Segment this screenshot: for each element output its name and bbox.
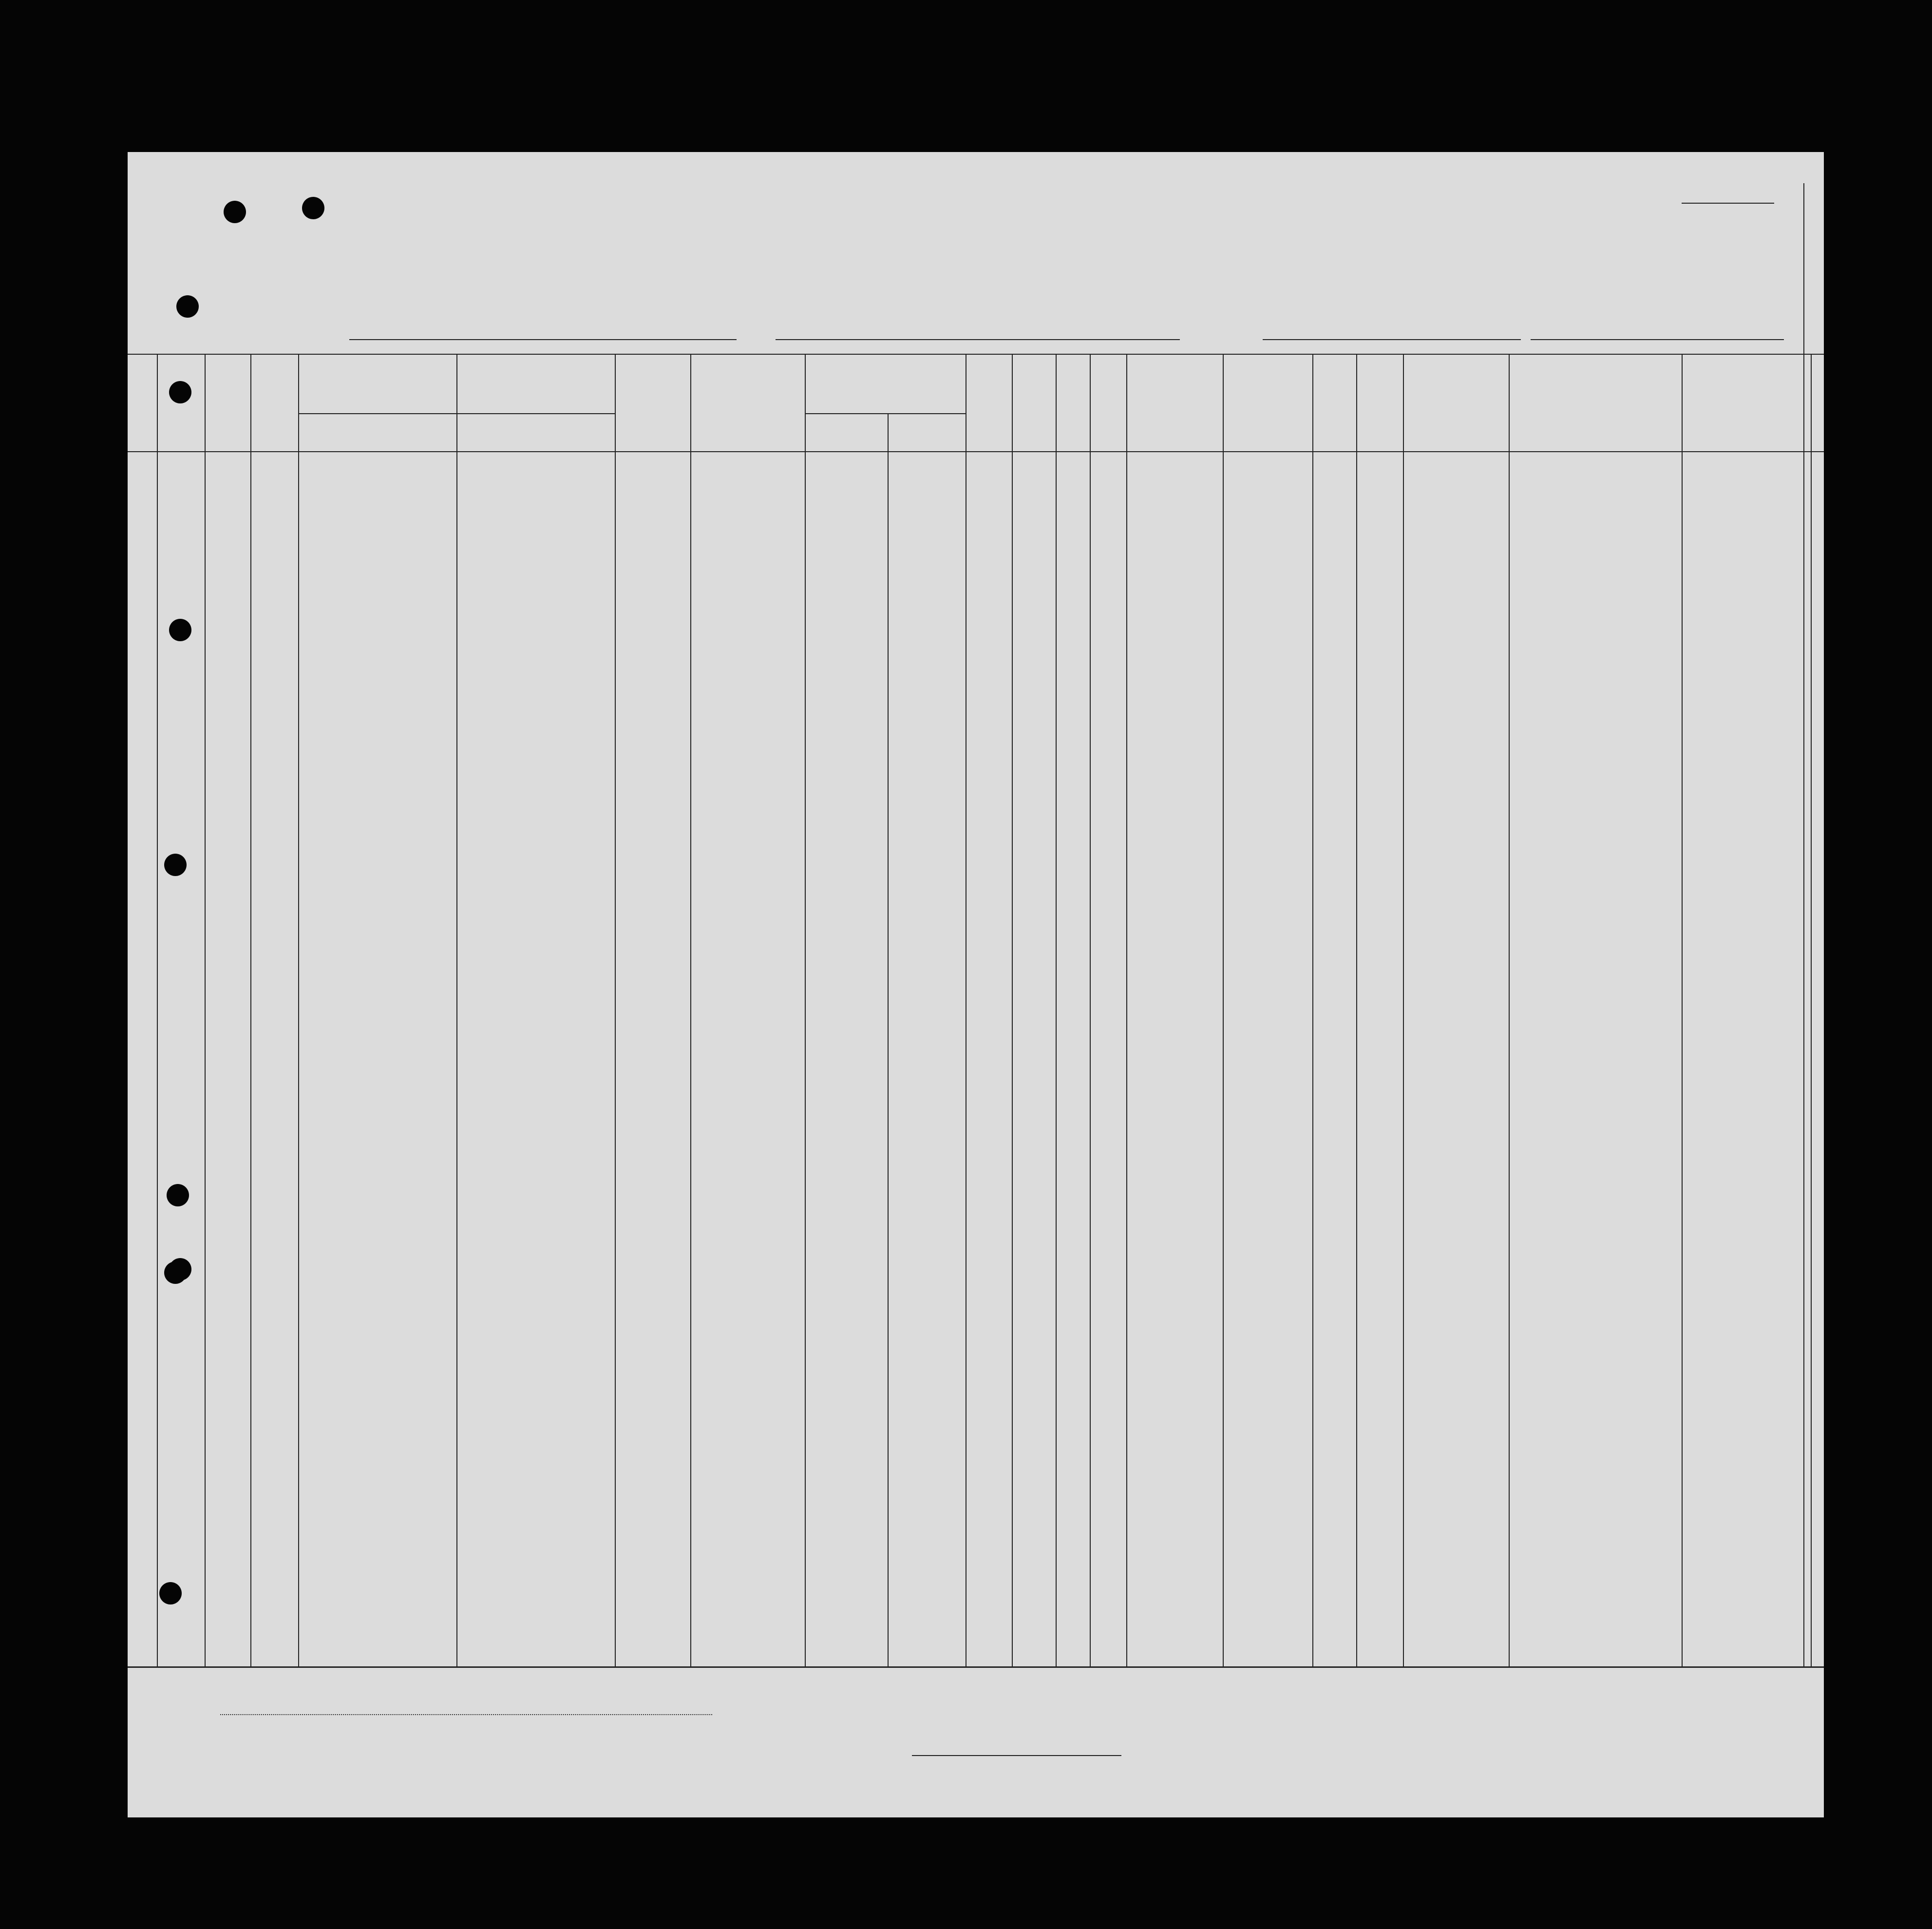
- table-column-rule: [157, 354, 158, 1667]
- table-column-rule: [1803, 354, 1804, 1667]
- table-column-rule: [1126, 354, 1127, 1667]
- table-column-rule: [205, 354, 206, 1667]
- shipped-split-rule: [888, 413, 889, 1667]
- table-column-rule: [1012, 354, 1013, 1667]
- table-column-rule: [1509, 354, 1510, 1667]
- table-top-border: [128, 354, 1824, 355]
- port-underline: [776, 339, 1180, 340]
- crew-table: [128, 354, 1824, 1667]
- manifest-sheet: [128, 152, 1824, 1817]
- table-column-rule: [1682, 354, 1683, 1667]
- table-column-rule: [456, 354, 457, 1667]
- sheet-edge-rule: [1811, 354, 1812, 1667]
- table-column-rule: [298, 354, 299, 1667]
- inspector-rule: [912, 1755, 1121, 1756]
- table-column-rule: [1312, 354, 1313, 1667]
- footer-line-rule: [220, 1714, 712, 1715]
- table-column-rule: [690, 354, 691, 1667]
- table-column-rule: [615, 354, 616, 1667]
- table-header-border: [128, 451, 1824, 452]
- table-column-rule: [1356, 354, 1357, 1667]
- vessel-underline: [349, 339, 737, 340]
- table-column-rule: [1223, 354, 1224, 1667]
- name-split-rule: [456, 413, 457, 451]
- table-column-rule: [1056, 354, 1057, 1667]
- table-column-rule: [1090, 354, 1091, 1667]
- table-bottom-border: [128, 1666, 1824, 1668]
- year-underline: [1531, 339, 1784, 340]
- sheet-underline: [1682, 203, 1774, 204]
- sheet-edge-rule: [1803, 183, 1804, 354]
- punch-hole: [224, 201, 246, 223]
- shipped-subheader-rule: [805, 413, 966, 414]
- table-column-rule: [805, 354, 806, 1667]
- arrival-underline: [1263, 339, 1521, 340]
- punch-hole: [302, 197, 324, 219]
- punch-hole: [176, 295, 199, 318]
- table-column-rule: [1403, 354, 1404, 1667]
- table-column-rule: [250, 354, 251, 1667]
